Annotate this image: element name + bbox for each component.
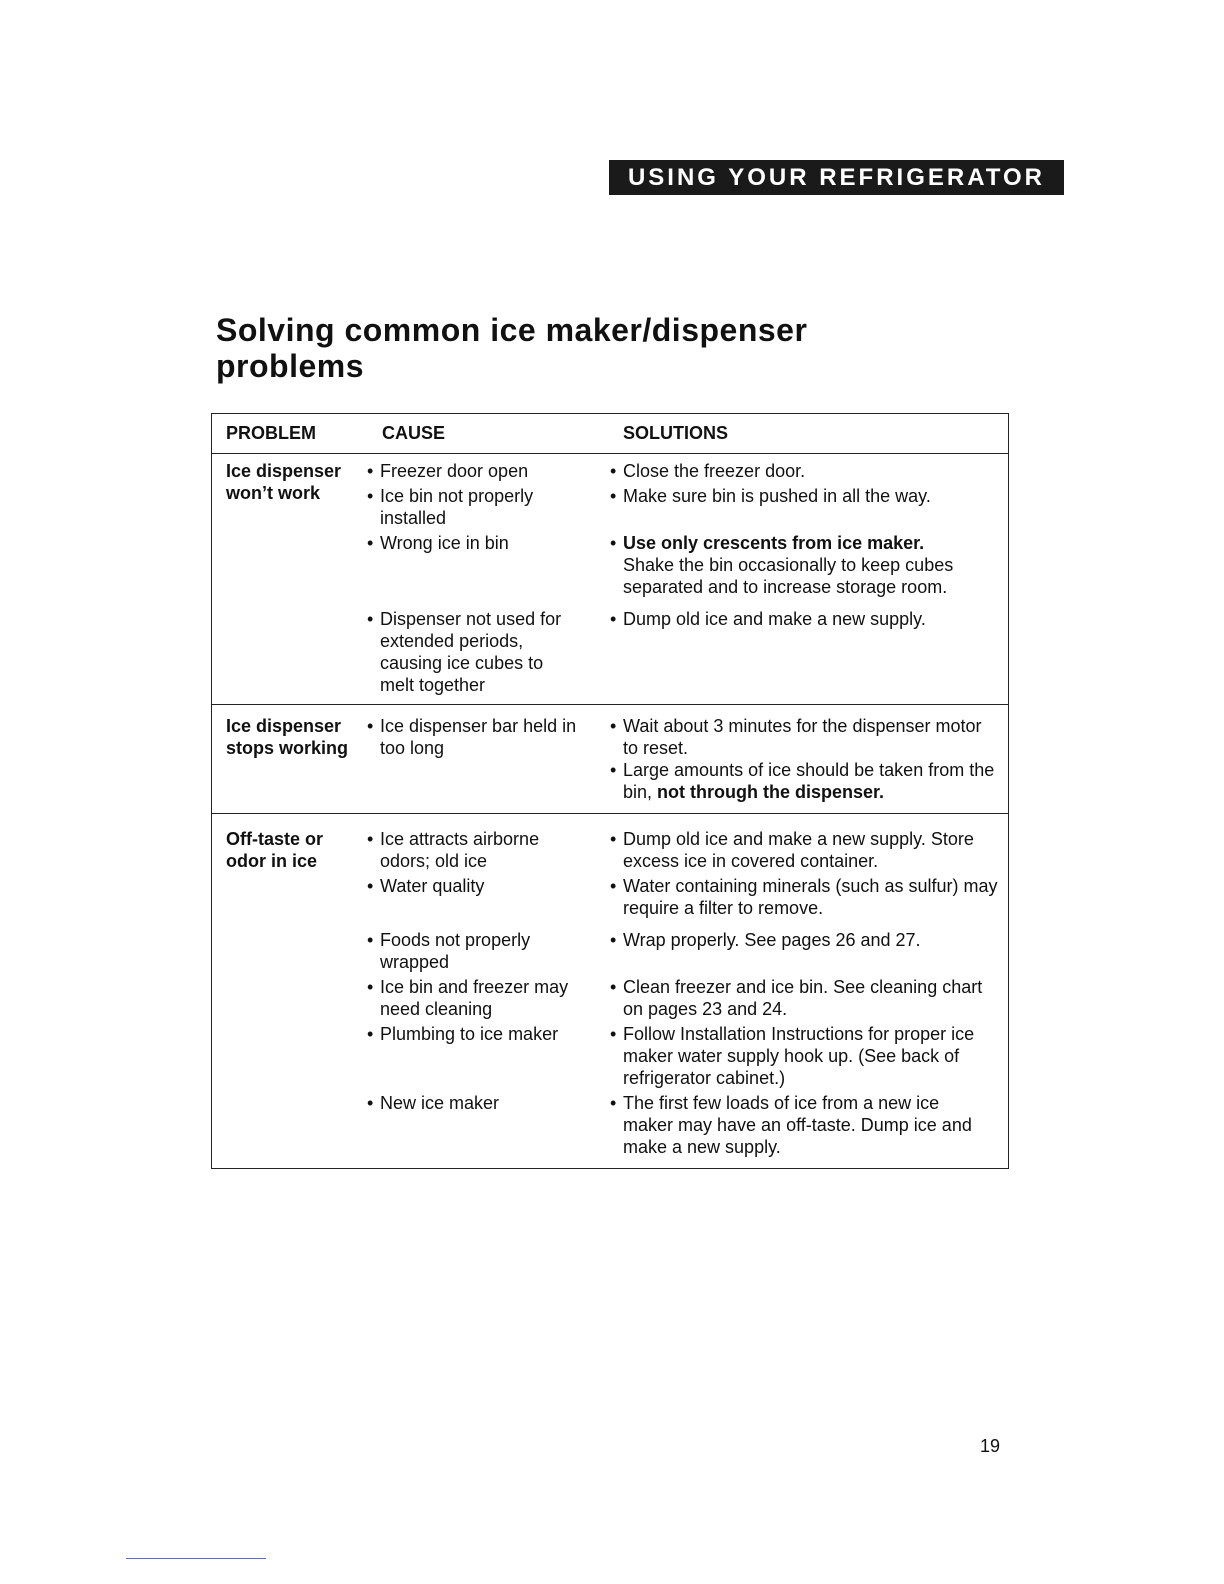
solution-item: • Water containing minerals (such as sulfur) may require a filter to remove. (610, 876, 998, 918)
cause-solution-pair (364, 875, 1008, 919)
table-row (212, 705, 1008, 814)
problem-label: Ice dispenser won’t work (226, 461, 342, 503)
cause-item: • Ice attracts airborne odors; old ice (367, 829, 540, 871)
cause-item: • Wrong ice in bin (367, 533, 509, 553)
cause-item: • Dispenser not used for extended periods, causing ice cubes to melt together (367, 609, 562, 695)
page-title-line1: Solving common ice maker/dispenser (216, 312, 808, 348)
cause-item: • Water quality (367, 876, 485, 896)
solution-item: • The first few loads of ice from a new ice maker may have an off-taste. Dump ice and make a new supply. (610, 1093, 972, 1157)
cause-item: • Foods not properly wrapped (367, 930, 531, 972)
section-banner: USING YOUR REFRIGERATOR (609, 160, 1064, 195)
cause-item: • New ice maker (367, 1093, 500, 1113)
solution-item: • Follow Installation Instructions for proper ice maker water supply hook up. (See back of refrigerator cabinet.) (610, 1024, 975, 1088)
column-header-solutions: SOLUTIONS (623, 423, 729, 443)
cause-solution-pair (364, 460, 1008, 482)
cause-solution-pair (364, 532, 1008, 598)
solution-item: • Wait about 3 minutes for the dispenser motor to reset. (610, 716, 982, 758)
cause-solution-pair (364, 1023, 1008, 1089)
footer-rule (126, 1558, 266, 1559)
cause-item: • Ice bin and freezer may need cleaning (367, 977, 569, 1019)
cause-solution-pair (364, 828, 1008, 872)
column-header-problem: PROBLEM (226, 423, 316, 443)
problem-label: Off-taste or odor in ice (226, 829, 324, 871)
solution-item: • Clean freezer and ice bin. See cleaning chart on pages 23 and 24. (610, 977, 983, 1019)
solution-item: • Dump old ice and make a new supply. (610, 609, 926, 629)
cause-solution-pair (364, 485, 1008, 529)
page-number: 19 (980, 1436, 1001, 1456)
troubleshooting-table (211, 413, 1009, 1169)
solution-item: • Large amounts of ice should be taken from the bin, not through the dispenser. (610, 760, 995, 802)
table-row (212, 454, 1008, 705)
solution-item: • Use only crescents from ice maker. Shake the bin occasionally to keep cubes separated and to increase storage room. (610, 533, 954, 597)
solution-item: • Wrap properly. See pages 26 and 27. (610, 930, 921, 950)
cause-solution-pair (364, 929, 1008, 973)
page-title-line2: problems (216, 348, 365, 384)
solution-item: • Make sure bin is pushed in all the way. (610, 486, 931, 506)
problem-label: Ice dispenser stops working (226, 716, 349, 758)
cause-solution-pair (364, 715, 1008, 803)
cause-item: • Freezer door open (367, 461, 529, 481)
cause-solution-pair (364, 608, 1008, 696)
cause-item: • Plumbing to ice maker (367, 1024, 559, 1044)
page-title (216, 312, 976, 384)
cause-item: • Ice dispenser bar held in too long (367, 716, 577, 758)
solution-item: • Dump old ice and make a new supply. Store excess ice in covered container. (610, 829, 974, 871)
table-row (212, 814, 1008, 1168)
solution-item: • Close the freezer door. (610, 461, 806, 481)
cause-solution-pair (364, 1092, 1008, 1158)
cause-solution-pair (364, 976, 1008, 1020)
table-header-row (212, 414, 1008, 454)
column-header-cause: CAUSE (382, 423, 446, 443)
cause-item: • Ice bin not properly installed (367, 486, 534, 528)
